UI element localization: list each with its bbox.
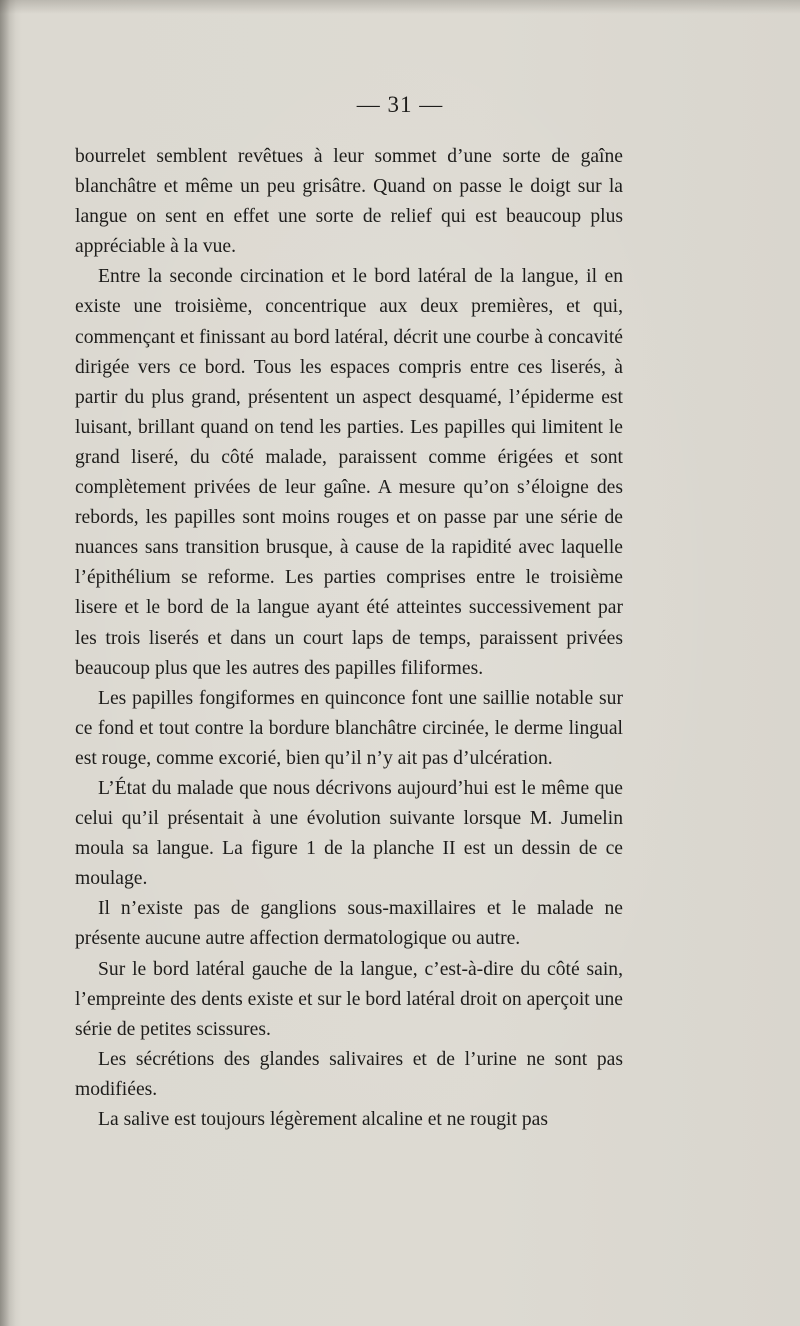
paragraph: Sur le bord latéral gauche de la langue, c’est-à-dire du côté sain, l’empreinte des dents existe et sur le bord latéral droit on aperçoit une série de petites scissures.: [75, 958, 623, 1040]
paragraph: La salive est toujours légèrement alcaline et ne rougit pas: [98, 1109, 548, 1130]
page-number: — 31 —: [356, 92, 444, 117]
paragraph: L’État du malade que nous décrivons aujourd’hui est le même que celui qu’il présentait à une évolution suivante lorsque M. Jumelin moula sa langue. La figure 1 de la planche II est un dessin de ce moulage.: [75, 777, 623, 890]
paragraph: Les sécrétions des glandes salivaires et de l’urine ne sont pas modifiées.: [75, 1048, 623, 1100]
body-text: [75, 142, 623, 1135]
paragraph: Entre la seconde circination et le bord latéral de la langue, il en existe une troisième, concentrique aux deux premières, et qui, commençant et finissant au bord latéral, décrit une courbe à concavité dirigée vers ce bord. Tous les espaces compris entre ces liserés, à partir du plus grand, présentent un aspect desquamé, l’épiderme est luisant, brillant quand on tend les parties. Les papilles qui limitent le grand liseré, du côté malade, paraissent comme érigées et sont complètement privées de leur gaîne. A mesure qu’on s’éloigne des rebords, les papilles sont moins rouges et on passe par une série de nuances sans transition brusque, à cause de la rapidité avec laquelle l’épithélium se reforme. Les parties comprises entre le troisième lisere et le bord de la langue ayant été atteintes successivement par les trois liserés et dans un court laps de temps, paraissent privées beaucoup plus que les autres des papilles filiformes.: [75, 266, 623, 679]
paragraph: Il n’existe pas de ganglions sous-maxillaires et le malade ne présente aucune autre affection dermatologique ou autre.: [75, 898, 623, 950]
paragraph: Les papilles fongiformes en quinconce font une saillie notable sur ce fond et tout contre la bordure blanchâtre circinée, le derme lingual est rouge, comme excorié, bien qu’il n’y ait pas d’ulcération.: [75, 687, 623, 769]
paragraph-continuation: bourrelet semblent revêtues à leur sommet d’une sorte de gaîne blanchâtre et même un peu grisâtre. Quand on passe le doigt sur la langue on sent en effet une sorte de relief qui est beaucoup plus appréciable à la vue.: [75, 146, 623, 258]
page-top-shadow: [0, 0, 800, 14]
page-binding-shadow: [0, 0, 16, 1326]
